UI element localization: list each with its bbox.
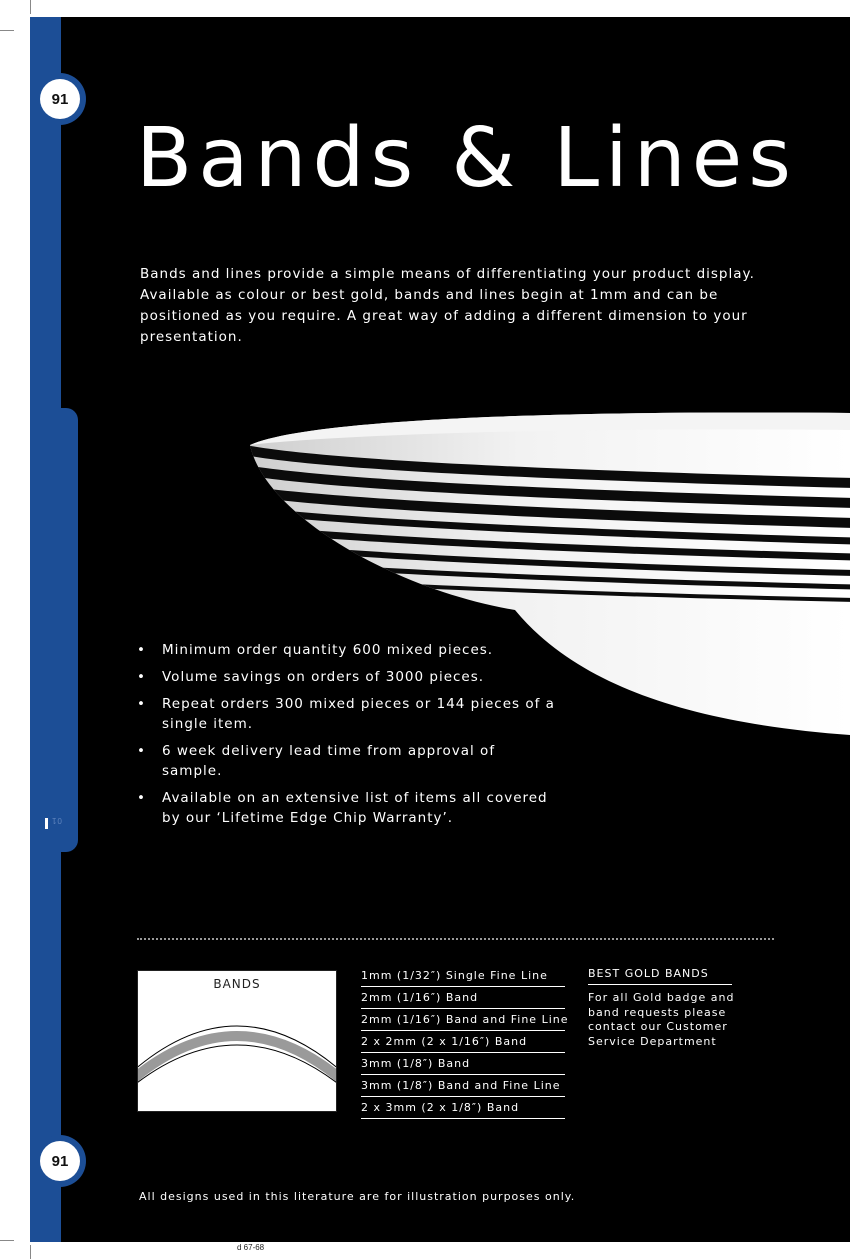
list-item: 2 x 2mm (2 x 1/16″) Band (361, 1031, 565, 1053)
page-number-badge-bottom (34, 1135, 86, 1187)
crop-mark (30, 1245, 31, 1259)
gold-bands-heading: BEST GOLD BANDS (588, 967, 732, 985)
intro-paragraph: Bands and lines provide a simple means of differentiating your product display. Available as colour or best gold, bands and lines begin at 1mm and can be positioned as you require. A great way of adding a different dimension to your presentation. (140, 266, 755, 345)
section-tab-label: 01 (51, 816, 62, 825)
list-item-text: Repeat orders 300 mixed pieces or 144 pieces of a single item. (162, 696, 555, 732)
list-item: 2mm (1/16″) Band and Fine Line (361, 1009, 565, 1031)
print-slug: d 67-68 (237, 1243, 265, 1252)
bullet-icon: • (137, 790, 146, 806)
list-item: 1mm (1/32″) Single Fine Line (361, 965, 565, 987)
disclaimer: All designs used in this literature are for illustration purposes only. (139, 1190, 576, 1203)
crop-mark (0, 1240, 14, 1241)
bullet-icon: • (137, 669, 146, 685)
list-item: 2mm (1/16″) Band (361, 987, 565, 1009)
list-item (137, 667, 557, 687)
crop-mark (30, 0, 31, 14)
list-item (137, 741, 557, 781)
section-divider (137, 938, 774, 940)
feature-list (137, 640, 557, 835)
bullet-icon: • (137, 696, 146, 712)
crop-mark (0, 30, 14, 31)
list-item: 3mm (1/8″) Band and Fine Line (361, 1075, 565, 1097)
page-title: Bands & Lines (136, 111, 797, 206)
bullet-icon: • (137, 642, 146, 658)
list-item-text: Available on an extensive list of items all covered by our ‘Lifetime Edge Chip Warranty’. (162, 790, 548, 826)
gold-bands-text: For all Gold badge and band requests please contact our Customer Service Department (588, 991, 735, 1048)
bands-diagram (137, 970, 337, 1112)
list-item-text: Minimum order quantity 600 mixed pieces. (162, 642, 494, 658)
list-item (137, 640, 557, 660)
list-item (137, 788, 557, 828)
section-tab-marker (45, 818, 48, 829)
list-item-text: Volume savings on orders of 3000 pieces. (162, 669, 485, 685)
section-tab (30, 408, 78, 852)
plate-rim-icon (138, 971, 336, 1111)
band-options-list (361, 965, 569, 1119)
list-item (137, 694, 557, 734)
list-item: 3mm (1/8″) Band (361, 1053, 565, 1075)
bands-diagram-label: BANDS (213, 977, 261, 991)
page-number-badge-top (34, 73, 86, 125)
page-number: 91 (40, 1141, 80, 1181)
list-item: 2 x 3mm (2 x 1/8″) Band (361, 1097, 565, 1119)
bullet-icon: • (137, 743, 146, 759)
page-number: 91 (40, 79, 80, 119)
list-item-text: 6 week delivery lead time from approval of sample. (162, 743, 496, 779)
